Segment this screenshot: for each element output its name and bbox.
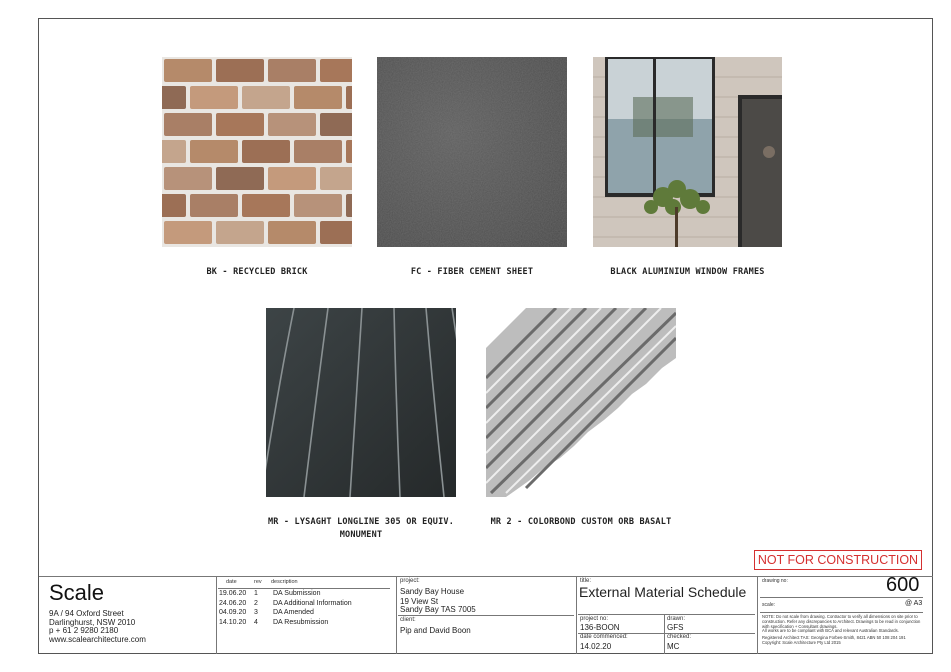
drawn-by: GFS: [667, 623, 684, 632]
revision-header-description: description: [271, 579, 298, 585]
firm-address-line2: Darlinghurst, NSW 2010: [49, 617, 136, 627]
project-no-label: project no:: [580, 616, 609, 622]
divider-1: [216, 576, 217, 654]
brick: [164, 221, 212, 244]
divider-4: [757, 576, 758, 654]
drawing-notes-text: NOTE: Do not scale from drawing. Contractor to verify all dimensions on site prior to construction. Refer any discrepancies to Architect. Drawings to be read in conjunction with specification + Consultant drawings.: [762, 614, 921, 629]
caption-black-aluminium-window-frames: BLACK ALUMINIUM WINDOW FRAMES: [610, 267, 765, 277]
brick: [320, 167, 352, 190]
brick: [346, 86, 352, 109]
brick: [346, 140, 352, 163]
revision-row: [218, 608, 394, 618]
brick: [162, 140, 186, 163]
sheet-mid-divider: [664, 614, 665, 654]
firm-address: [49, 610, 146, 644]
brick: [216, 59, 264, 82]
brick: [268, 167, 316, 190]
fiber-cement-sheet-image: [377, 57, 567, 247]
scale-rule: [760, 612, 923, 613]
revision-row: [218, 589, 394, 599]
sheet-title: External Material Schedule: [579, 584, 747, 600]
firm-address-line1: 9A / 94 Oxford Street: [49, 609, 124, 618]
scale-value: @ A3: [905, 600, 923, 607]
brick: [268, 113, 316, 136]
title-label: title:: [580, 578, 592, 584]
drawing-number: 600: [886, 574, 920, 596]
drawing-no-label: drawing no:: [762, 578, 788, 584]
revision-header-date: date: [226, 579, 237, 585]
copyright-text: Copyright: Scale Architecture Pty Ltd 2015: [762, 639, 841, 645]
caption-recycled-brick: BK - RECYCLED BRICK: [206, 267, 308, 277]
brick: [242, 140, 290, 163]
revision-header-rev: rev: [254, 579, 262, 585]
client-label: client:: [400, 617, 416, 623]
brick: [320, 221, 352, 244]
brick: [164, 113, 212, 136]
brick: [190, 86, 238, 109]
brick: [162, 86, 186, 109]
registration-text: Registered Architect TAS: Georgina Forbes-Smith, 8421 ABN 50 108 204 191: [762, 635, 906, 641]
date-commenced: 14.02.20: [580, 642, 612, 651]
brick: [164, 167, 212, 190]
revision-rev: 3: [254, 609, 258, 616]
project-label: project:: [400, 578, 420, 584]
title-block-top-rule: [39, 576, 933, 577]
brick: [294, 140, 342, 163]
divider-2: [396, 576, 397, 654]
project-no: 136-BOON: [580, 623, 620, 632]
firm-phone: p + 61 2 9280 2180: [49, 626, 119, 635]
recycled-brick-image: [162, 57, 352, 247]
revision-row: [218, 599, 394, 609]
revision-date: 14.10.20: [219, 618, 247, 626]
brick: [216, 113, 264, 136]
revision-description: DA Resubmission: [273, 618, 329, 626]
drawing-no-rule: [760, 597, 923, 598]
scale-label: scale:: [762, 602, 776, 608]
caption-colorbond-custom-orb: MR 2 - COLORBOND CUSTOM ORB BASALT: [490, 517, 672, 527]
drawing-notes-compliance: All works are to be compliant with BCA and relevant Australian Standards.: [762, 628, 899, 634]
brick: [320, 59, 352, 82]
sheet-title-rule: [578, 614, 755, 615]
brick: [164, 59, 212, 82]
caption-lysaght-longline-line1: MR - LYSAGHT LONGLINE 305 OR EQUIV.: [267, 517, 455, 527]
brick: [268, 221, 316, 244]
firm-logo: Scale: [49, 580, 105, 605]
brick: [242, 86, 290, 109]
date-commenced-label: date commenced:: [580, 634, 628, 640]
drawing-notes: [762, 615, 924, 646]
black-aluminium-window-frames-image: [593, 57, 782, 247]
caption-lysaght-longline-line2: MONUMENT: [339, 530, 383, 540]
brick: [216, 167, 264, 190]
divider-3: [576, 576, 577, 654]
revision-date: 24.06.20: [219, 599, 247, 607]
brick: [294, 194, 342, 217]
brick: [190, 194, 238, 217]
revision-date: 19.06.20: [219, 590, 247, 597]
not-for-construction-stamp: NOT FOR CONSTRUCTION: [754, 550, 922, 570]
revision-header: [218, 579, 394, 588]
brick: [320, 113, 352, 136]
brick: [268, 59, 316, 82]
brick: [242, 194, 290, 217]
revision-description: DA Additional Information: [273, 599, 352, 607]
project-name: Sandy Bay House: [400, 587, 465, 596]
revision-row: [218, 618, 394, 628]
brick: [294, 86, 342, 109]
drawn-label: drawn:: [667, 616, 686, 622]
project-street: 19 View St: [400, 597, 439, 606]
revision-rev: 1: [254, 590, 258, 597]
revision-description: DA Submission: [273, 590, 321, 597]
project-rule: [398, 615, 574, 616]
caption-fiber-cement-sheet: FC - FIBER CEMENT SHEET: [410, 267, 534, 277]
checked-by: MC: [667, 642, 680, 651]
revision-rev: 4: [254, 618, 258, 626]
lysaght-longline-roof-image: [266, 308, 456, 497]
revision-table: [218, 579, 394, 627]
revision-rev: 2: [254, 599, 258, 607]
client-name: Pip and David Boon: [400, 626, 471, 635]
revision-date: 04.09.20: [219, 609, 247, 616]
brick: [346, 194, 352, 217]
brick: [190, 140, 238, 163]
colorbond-custom-orb-image: [486, 308, 676, 497]
revision-description: DA Amended: [273, 609, 314, 616]
firm-website[interactable]: www.scalearchitecture.com: [49, 634, 146, 644]
brick: [162, 194, 186, 217]
project-suburb: Sandy Bay TAS 7005: [400, 605, 476, 614]
checked-label: checked:: [667, 634, 692, 640]
caption-lysaght-longline: [266, 516, 456, 542]
brick: [216, 221, 264, 244]
